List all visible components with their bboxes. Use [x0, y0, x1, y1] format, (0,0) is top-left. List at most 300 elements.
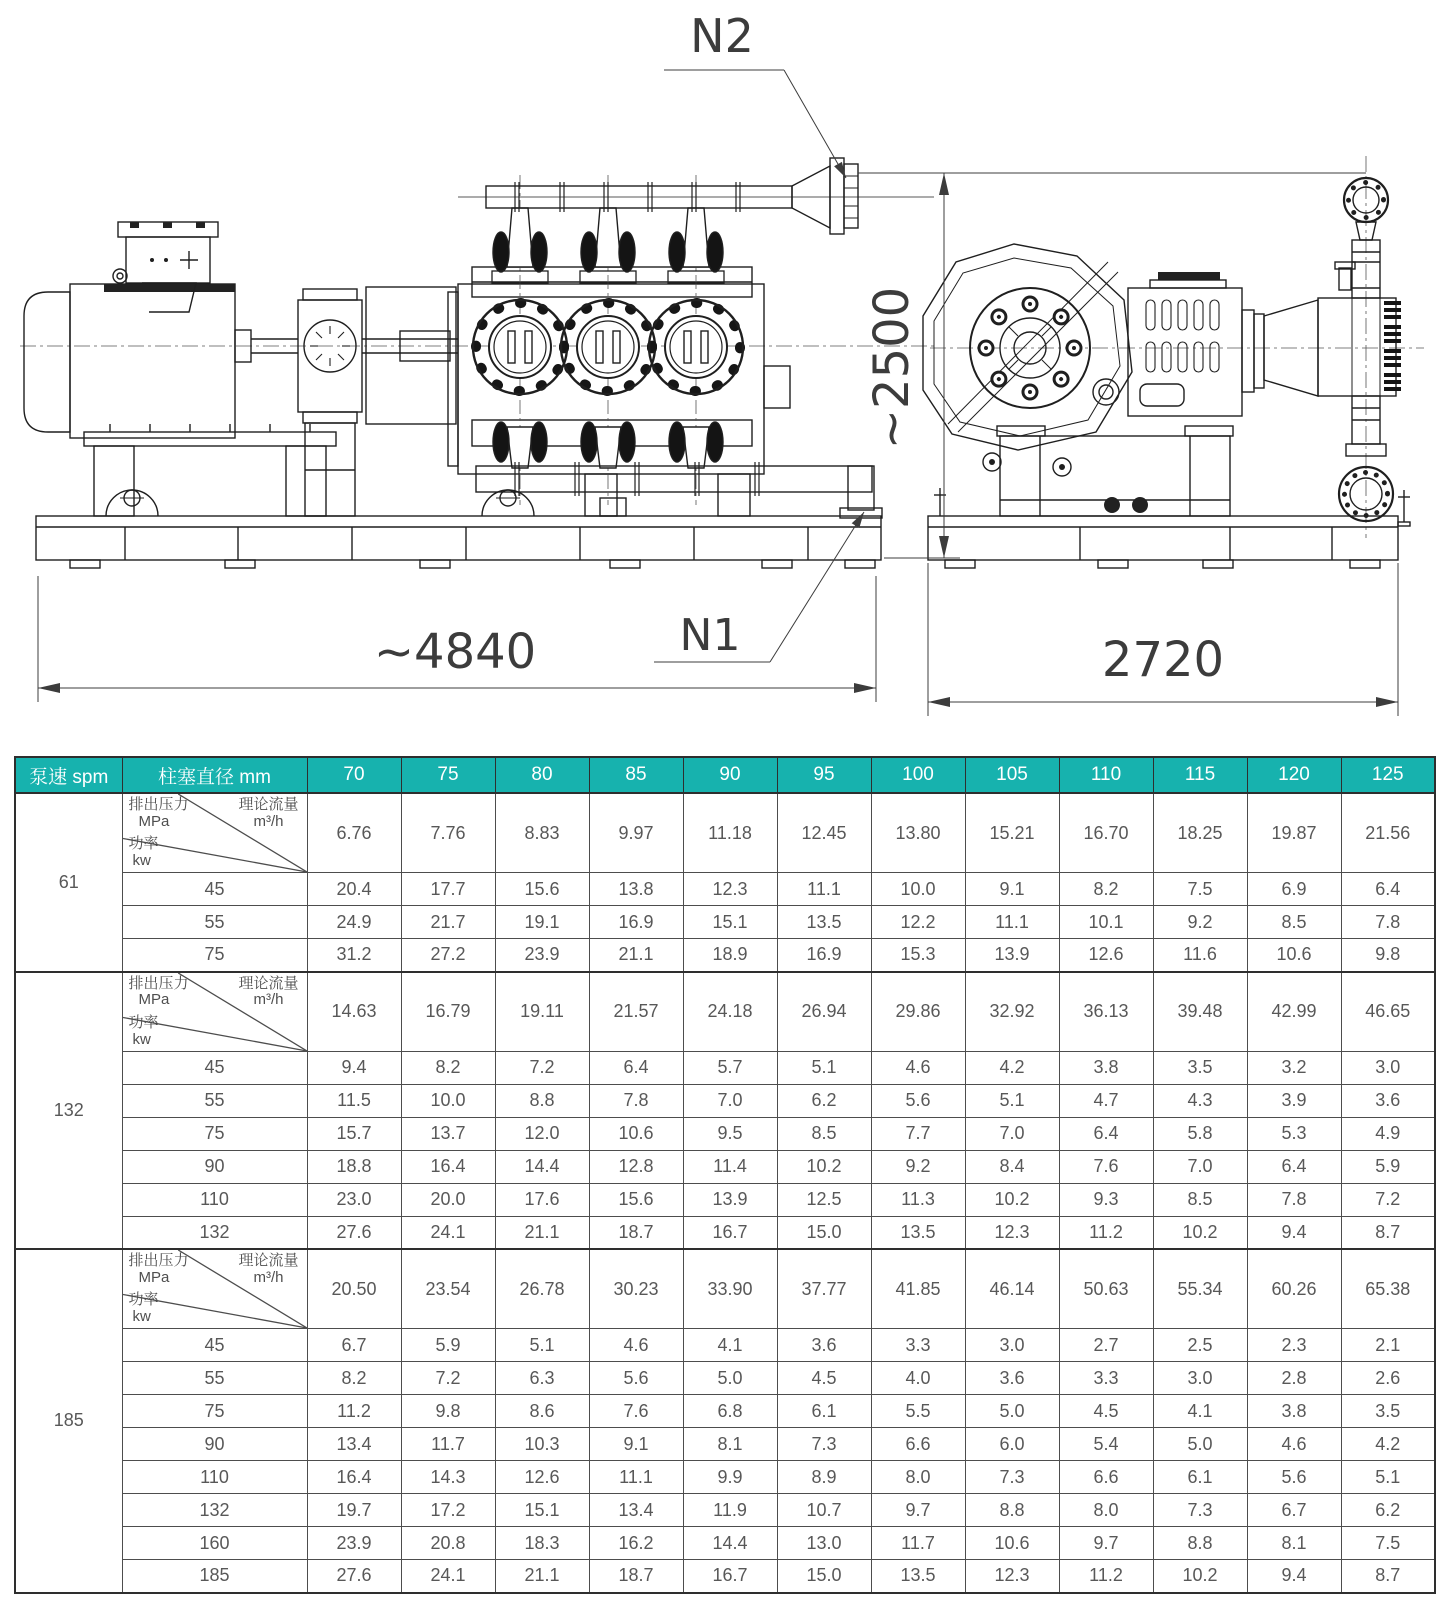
power-row: [15, 1395, 1435, 1428]
power-value: 8.8: [1153, 1527, 1247, 1560]
power-value: 3.2: [1247, 1051, 1341, 1084]
power-value: 5.5: [871, 1395, 965, 1428]
power-value: 8.8: [495, 1084, 589, 1117]
power-value: 17.7: [401, 873, 495, 906]
power-value: 8.2: [1059, 873, 1153, 906]
power-value: 5.1: [965, 1084, 1059, 1117]
power-value: 6.9: [1247, 873, 1341, 906]
header-diameter: 70: [307, 757, 401, 793]
power-row: [15, 1428, 1435, 1461]
corner-pressure-label-text: 排出压力: [128, 1252, 189, 1269]
header-diameter: 80: [495, 757, 589, 793]
corner-power-label-unit: kw: [132, 852, 151, 870]
label-n2-leader: [664, 70, 846, 178]
pump-speed-cell: 132: [15, 972, 122, 1250]
power-value: 8.6: [495, 1395, 589, 1428]
power-value: 7.5: [1153, 873, 1247, 906]
power-value: 6.3: [495, 1362, 589, 1395]
flow-value: 24.18: [683, 972, 777, 1052]
corner-power-label: [129, 1292, 159, 1326]
power-value: 2.5: [1153, 1329, 1247, 1362]
pump-end-view: [923, 156, 1424, 568]
header-diameter: 110: [1059, 757, 1153, 793]
pressure-value: 90: [122, 1150, 307, 1183]
power-row: [15, 1329, 1435, 1362]
power-value: 12.8: [589, 1150, 683, 1183]
corner-flow-label-text: 理论流量: [238, 1252, 299, 1269]
flow-value: 19.11: [495, 972, 589, 1052]
power-value: 7.3: [777, 1428, 871, 1461]
flow-value: 21.57: [589, 972, 683, 1052]
power-value: 3.5: [1341, 1395, 1435, 1428]
corner-power-label-text: 功率: [128, 1291, 159, 1309]
flow-value: 33.90: [683, 1249, 777, 1329]
flow-value: 11.18: [683, 793, 777, 873]
power-value: 23.9: [495, 939, 589, 972]
power-value: 11.4: [683, 1150, 777, 1183]
flow-value: 7.76: [401, 793, 495, 873]
cylinder-2: [561, 175, 655, 505]
pressure-value: 75: [122, 1395, 307, 1428]
power-row: [15, 873, 1435, 906]
pressure-value: 132: [122, 1494, 307, 1527]
power-value: 15.6: [495, 873, 589, 906]
power-value: 13.4: [307, 1428, 401, 1461]
power-value: 9.8: [401, 1395, 495, 1428]
power-value: 8.7: [1341, 1216, 1435, 1249]
power-value: 13.5: [777, 906, 871, 939]
power-value: 3.6: [777, 1329, 871, 1362]
power-value: 12.3: [965, 1560, 1059, 1593]
corner-pressure-label-unit: MPa: [138, 812, 170, 830]
flow-value: 26.94: [777, 972, 871, 1052]
spec-table-body: [15, 793, 1435, 1593]
corner-pressure-label: [129, 976, 189, 1010]
corner-flow-label-unit: m³/h: [253, 1268, 284, 1286]
power-value: 13.9: [965, 939, 1059, 972]
pressure-value: 132: [122, 1216, 307, 1249]
corner-power-label-unit: kw: [132, 1030, 151, 1048]
baseplate-side: [36, 516, 881, 568]
flow-value: 46.14: [965, 1249, 1059, 1329]
pressure-value: 75: [122, 1117, 307, 1150]
power-value: 18.3: [495, 1527, 589, 1560]
power-value: 3.3: [1059, 1362, 1153, 1395]
power-value: 8.5: [1153, 1183, 1247, 1216]
power-value: 2.7: [1059, 1329, 1153, 1362]
power-value: 5.8: [1153, 1117, 1247, 1150]
power-value: 16.2: [589, 1527, 683, 1560]
power-value: 6.1: [1153, 1461, 1247, 1494]
corner-pressure-label-unit: MPa: [138, 1268, 170, 1286]
flow-row: [15, 972, 1435, 1052]
pressure-value: 55: [122, 1362, 307, 1395]
power-value: 10.7: [777, 1494, 871, 1527]
power-value: 4.2: [965, 1051, 1059, 1084]
spec-table: [14, 756, 1436, 1594]
power-value: 24.1: [401, 1560, 495, 1593]
corner-flow-label-unit: m³/h: [253, 991, 284, 1009]
power-value: 14.4: [495, 1150, 589, 1183]
power-value: 3.6: [965, 1362, 1059, 1395]
flow-value: 41.85: [871, 1249, 965, 1329]
flow-value: 30.23: [589, 1249, 683, 1329]
flow-value: 32.92: [965, 972, 1059, 1052]
flow-value: 36.13: [1059, 972, 1153, 1052]
flow-value: 46.65: [1341, 972, 1435, 1052]
power-value: 7.0: [683, 1084, 777, 1117]
power-value: 7.8: [589, 1084, 683, 1117]
power-value: 19.1: [495, 906, 589, 939]
power-value: 7.8: [1341, 906, 1435, 939]
power-value: 13.5: [871, 1560, 965, 1593]
power-value: 9.7: [1059, 1527, 1153, 1560]
power-value: 6.6: [871, 1428, 965, 1461]
flow-value: 21.56: [1341, 793, 1435, 873]
power-value: 7.6: [589, 1395, 683, 1428]
power-value: 10.6: [589, 1117, 683, 1150]
corner-flow-label: [238, 976, 298, 1010]
power-value: 11.1: [589, 1461, 683, 1494]
power-value: 6.2: [777, 1084, 871, 1117]
power-value: 11.7: [401, 1428, 495, 1461]
power-value: 5.1: [495, 1329, 589, 1362]
corner-flow-label: [238, 1253, 298, 1287]
power-value: 16.4: [307, 1461, 401, 1494]
corner-cell-content: [123, 1250, 307, 1328]
power-value: 9.4: [307, 1051, 401, 1084]
power-value: 2.1: [1341, 1329, 1435, 1362]
power-value: 9.8: [1341, 939, 1435, 972]
power-value: 2.8: [1247, 1362, 1341, 1395]
power-value: 6.6: [1059, 1461, 1153, 1494]
flow-value: 50.63: [1059, 1249, 1153, 1329]
power-value: 27.2: [401, 939, 495, 972]
power-row: [15, 1527, 1435, 1560]
power-value: 13.4: [589, 1494, 683, 1527]
power-value: 12.0: [495, 1117, 589, 1150]
power-value: 8.5: [1247, 906, 1341, 939]
flow-value: 14.63: [307, 972, 401, 1052]
power-value: 12.6: [495, 1461, 589, 1494]
power-value: 11.1: [777, 873, 871, 906]
power-value: 18.7: [589, 1216, 683, 1249]
power-value: 6.4: [1247, 1150, 1341, 1183]
power-value: 18.8: [307, 1150, 401, 1183]
power-value: 21.1: [495, 1216, 589, 1249]
corner-flow-label-unit: m³/h: [253, 812, 284, 830]
pressure-value: 110: [122, 1461, 307, 1494]
flow-value: 65.38: [1341, 1249, 1435, 1329]
base-gusset-left: [106, 490, 158, 516]
power-value: 9.2: [871, 1150, 965, 1183]
spec-table-section: [0, 752, 1450, 1594]
flow-value: 16.79: [401, 972, 495, 1052]
cylinder-1: [473, 175, 567, 505]
power-value: 13.8: [589, 873, 683, 906]
power-value: 6.4: [1341, 873, 1435, 906]
pedestal: [997, 426, 1233, 516]
power-value: 10.0: [871, 873, 965, 906]
flow-value: 18.25: [1153, 793, 1247, 873]
power-value: 5.0: [1153, 1428, 1247, 1461]
power-value: 21.1: [589, 939, 683, 972]
flow-value: 9.97: [589, 793, 683, 873]
power-value: 27.6: [307, 1216, 401, 1249]
power-value: 16.9: [589, 906, 683, 939]
power-value: 7.5: [1341, 1527, 1435, 1560]
pressure-value: 55: [122, 906, 307, 939]
power-value: 4.5: [777, 1362, 871, 1395]
header-row: [15, 757, 1435, 793]
power-value: 13.9: [683, 1183, 777, 1216]
power-value: 5.6: [1247, 1461, 1341, 1494]
power-value: 10.3: [495, 1428, 589, 1461]
power-value: 5.3: [1247, 1117, 1341, 1150]
corner-pressure-label-text: 排出压力: [128, 974, 189, 992]
power-value: 24.9: [307, 906, 401, 939]
power-value: 11.7: [871, 1527, 965, 1560]
power-value: 6.0: [965, 1428, 1059, 1461]
flow-value: 60.26: [1247, 1249, 1341, 1329]
power-value: 14.3: [401, 1461, 495, 1494]
motor: [24, 222, 336, 516]
power-value: 8.0: [871, 1461, 965, 1494]
power-value: 4.6: [589, 1329, 683, 1362]
power-row: [15, 1150, 1435, 1183]
power-value: 6.4: [1059, 1117, 1153, 1150]
corner-pressure-label-unit: MPa: [138, 991, 170, 1009]
corner-pressure-label: [129, 1253, 189, 1287]
power-value: 16.7: [683, 1216, 777, 1249]
power-value: 15.0: [777, 1216, 871, 1249]
power-value: 3.0: [965, 1329, 1059, 1362]
power-row: [15, 1051, 1435, 1084]
power-value: 5.1: [777, 1051, 871, 1084]
power-value: 15.0: [777, 1560, 871, 1593]
power-value: 11.2: [307, 1395, 401, 1428]
power-value: 7.2: [495, 1051, 589, 1084]
power-value: 16.4: [401, 1150, 495, 1183]
power-value: 5.1: [1341, 1461, 1435, 1494]
pump-side-view: [20, 158, 938, 568]
power-value: 10.0: [401, 1084, 495, 1117]
power-value: 3.6: [1341, 1084, 1435, 1117]
dimension-height-text: ~2500: [864, 286, 920, 450]
flow-value: 13.80: [871, 793, 965, 873]
flow-row: [15, 1249, 1435, 1329]
gear-cover: [923, 244, 1132, 476]
power-value: 8.1: [683, 1428, 777, 1461]
pressure-value: 55: [122, 1084, 307, 1117]
power-value: 10.1: [1059, 906, 1153, 939]
power-value: 11.3: [871, 1183, 965, 1216]
power-value: 3.3: [871, 1329, 965, 1362]
power-value: 5.0: [965, 1395, 1059, 1428]
power-value: 24.1: [401, 1216, 495, 1249]
power-value: 8.2: [307, 1362, 401, 1395]
header-diameter: 90: [683, 757, 777, 793]
power-value: 23.9: [307, 1527, 401, 1560]
header-pump-speed: 泵速 spm: [15, 757, 122, 793]
flow-value: 39.48: [1153, 972, 1247, 1052]
label-n2: N2: [690, 9, 754, 63]
power-value: 4.1: [1153, 1395, 1247, 1428]
corner-power-label: [129, 1015, 159, 1049]
flow-value: 42.99: [1247, 972, 1341, 1052]
pressure-value: 185: [122, 1560, 307, 1593]
power-value: 3.8: [1059, 1051, 1153, 1084]
flow-value: 29.86: [871, 972, 965, 1052]
flow-value: 8.83: [495, 793, 589, 873]
power-value: 8.5: [777, 1117, 871, 1150]
power-value: 31.2: [307, 939, 401, 972]
power-value: 4.3: [1153, 1084, 1247, 1117]
flow-value: 23.54: [401, 1249, 495, 1329]
corner-power-label-text: 功率: [128, 1013, 159, 1031]
power-value: 11.2: [1059, 1560, 1153, 1593]
power-value: 13.7: [401, 1117, 495, 1150]
power-value: 6.7: [307, 1329, 401, 1362]
power-value: 7.2: [1341, 1183, 1435, 1216]
flow-value: 16.70: [1059, 793, 1153, 873]
corner-flow-label-text: 理论流量: [238, 796, 299, 813]
power-value: 12.2: [871, 906, 965, 939]
power-value: 9.9: [683, 1461, 777, 1494]
technical-drawing: [0, 0, 1450, 752]
power-value: 20.4: [307, 873, 401, 906]
label-n1: N1: [679, 610, 741, 661]
flow-value: 26.78: [495, 1249, 589, 1329]
power-value: 8.4: [965, 1150, 1059, 1183]
power-value: 11.6: [1153, 939, 1247, 972]
suction-manifold: [476, 462, 882, 518]
power-value: 8.2: [401, 1051, 495, 1084]
power-value: 6.4: [589, 1051, 683, 1084]
power-value: 16.7: [683, 1560, 777, 1593]
power-row: [15, 1117, 1435, 1150]
power-value: 18.9: [683, 939, 777, 972]
power-value: 4.9: [1341, 1117, 1435, 1150]
pressure-value: 45: [122, 1051, 307, 1084]
power-value: 18.7: [589, 1560, 683, 1593]
power-value: 7.0: [1153, 1150, 1247, 1183]
crankcase-end: [1093, 272, 1242, 416]
power-value: 2.3: [1247, 1329, 1341, 1362]
power-value: 12.6: [1059, 939, 1153, 972]
flow-row: [15, 793, 1435, 873]
power-value: 7.3: [965, 1461, 1059, 1494]
power-row: [15, 1362, 1435, 1395]
power-row: [15, 1494, 1435, 1527]
power-value: 6.7: [1247, 1494, 1341, 1527]
power-value: 5.6: [871, 1084, 965, 1117]
power-value: 7.7: [871, 1117, 965, 1150]
power-row: [15, 1084, 1435, 1117]
power-value: 5.6: [589, 1362, 683, 1395]
power-value: 2.6: [1341, 1362, 1435, 1395]
power-value: 8.1: [1247, 1527, 1341, 1560]
pressure-value: 90: [122, 1428, 307, 1461]
power-value: 13.5: [871, 1216, 965, 1249]
power-value: 17.6: [495, 1183, 589, 1216]
power-value: 12.5: [777, 1183, 871, 1216]
power-value: 12.3: [683, 873, 777, 906]
pressure-value: 75: [122, 939, 307, 972]
corner-power-label-text: 功率: [128, 835, 159, 853]
flow-value: 37.77: [777, 1249, 871, 1329]
power-value: 15.3: [871, 939, 965, 972]
power-value: 9.4: [1247, 1216, 1341, 1249]
power-value: 6.1: [777, 1395, 871, 1428]
power-value: 3.9: [1247, 1084, 1341, 1117]
power-value: 11.2: [1059, 1216, 1153, 1249]
header-diameter: 75: [401, 757, 495, 793]
flow-value: 55.34: [1153, 1249, 1247, 1329]
pump-speed-cell: 185: [15, 1249, 122, 1593]
power-value: 11.9: [683, 1494, 777, 1527]
power-value: 15.1: [683, 906, 777, 939]
power-value: 3.0: [1341, 1051, 1435, 1084]
power-value: 7.6: [1059, 1150, 1153, 1183]
header-diameter: 100: [871, 757, 965, 793]
flow-value: 15.21: [965, 793, 1059, 873]
power-row: [15, 1560, 1435, 1593]
power-value: 10.6: [965, 1527, 1059, 1560]
pump-speed-cell: 61: [15, 793, 122, 972]
power-value: 13.0: [777, 1527, 871, 1560]
power-value: 9.7: [871, 1494, 965, 1527]
corner-cell-content: [123, 794, 307, 872]
power-value: 12.3: [965, 1216, 1059, 1249]
power-value: 5.7: [683, 1051, 777, 1084]
corner-pressure-label-text: 排出压力: [128, 796, 189, 813]
power-row: [15, 1461, 1435, 1494]
base-gusset-mid: [482, 490, 534, 516]
coupling: [235, 287, 458, 516]
power-value: 8.8: [965, 1494, 1059, 1527]
header-diameter: 115: [1153, 757, 1247, 793]
corner-cell-content: [123, 973, 307, 1051]
corner-cell: [122, 793, 307, 873]
power-value: 9.1: [965, 873, 1059, 906]
power-value: 15.7: [307, 1117, 401, 1150]
corner-cell: [122, 1249, 307, 1329]
top-flange: [1344, 178, 1388, 222]
power-value: 15.1: [495, 1494, 589, 1527]
power-value: 7.2: [401, 1362, 495, 1395]
corner-pressure-label: [129, 797, 189, 831]
power-value: 10.2: [965, 1183, 1059, 1216]
power-value: 19.7: [307, 1494, 401, 1527]
power-value: 15.6: [589, 1183, 683, 1216]
corner-power-label: [129, 836, 159, 870]
power-value: 23.0: [307, 1183, 401, 1216]
power-value: 9.5: [683, 1117, 777, 1150]
power-value: 17.2: [401, 1494, 495, 1527]
power-value: 7.0: [965, 1117, 1059, 1150]
power-value: 5.9: [1341, 1150, 1435, 1183]
power-value: 11.5: [307, 1084, 401, 1117]
flow-value: 20.50: [307, 1249, 401, 1329]
power-value: 3.5: [1153, 1051, 1247, 1084]
cylinder-3: [649, 175, 743, 505]
flow-value: 12.45: [777, 793, 871, 873]
fluid-end: [1242, 178, 1401, 521]
power-value: 8.9: [777, 1461, 871, 1494]
header-diameter: 125: [1341, 757, 1435, 793]
power-value: 4.7: [1059, 1084, 1153, 1117]
